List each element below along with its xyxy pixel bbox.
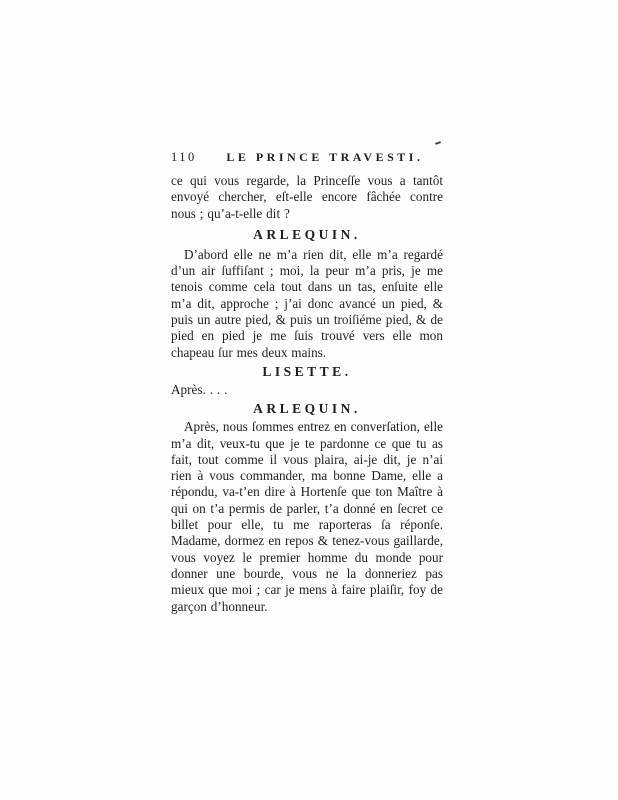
speaker-heading-arlequin: ARLEQUIN. — [253, 226, 361, 242]
page-header — [171, 150, 443, 165]
paragraph-continuation: ce qui vous regarde, la Princeſſe vous a tantôt envoyé chercher, eſt-elle encore fâchée contre nous ; qu’a-t-elle dit ? — [171, 173, 443, 221]
paragraph-arlequin-1: D’abord elle ne m’a rien dit, elle m’a regardé d’un air ſuffiſant ; moi, la peur m’a pris, je me tenois comme cela tout dans un tas, enſuite elle m’a dit, approche ; j’ai donc avancé un pied, & puis un autre pied, & puis un troiſiéme pied, & de pied en pied je me ſuis trouvé vers elle mon chapeau ſur mes deux mains. — [171, 246, 443, 360]
speaker-heading-arlequin-2: ARLEQUIN. — [253, 401, 361, 417]
text-block — [171, 150, 443, 615]
page-number: 110 — [171, 150, 197, 164]
speaker-heading-lisette: LISETTE. — [262, 363, 352, 379]
running-title: LE PRINCE TRAVESTI. — [226, 150, 424, 164]
ink-speck — [435, 141, 441, 145]
dialogue-line-lisette: Après. . . . — [171, 381, 228, 397]
paragraph-arlequin-2: Après, nous ſommes entrez en converſation, elle m’a dit, veux-tu que je te pardonne ce que tu as fait, tout comme il vous plaira, ai-je dit, je n’ai rien à vous commander, ma bonne Dame, elle a répondu, va-t’en dire à Hortenſe que ton Maître à qui on t’a permis de parler, t’a donné en ſecret ce billet pour elle, tu me raporteras ſa réponſe. Madame, dormez en repos & tenez-vous gaillarde, vous voyez le premier homme du monde pour donner une bourde, vous ne la donneriez pas mieux que moi ; car je mens à faire plaiſir, foy de garçon d’honneur. — [171, 419, 443, 614]
